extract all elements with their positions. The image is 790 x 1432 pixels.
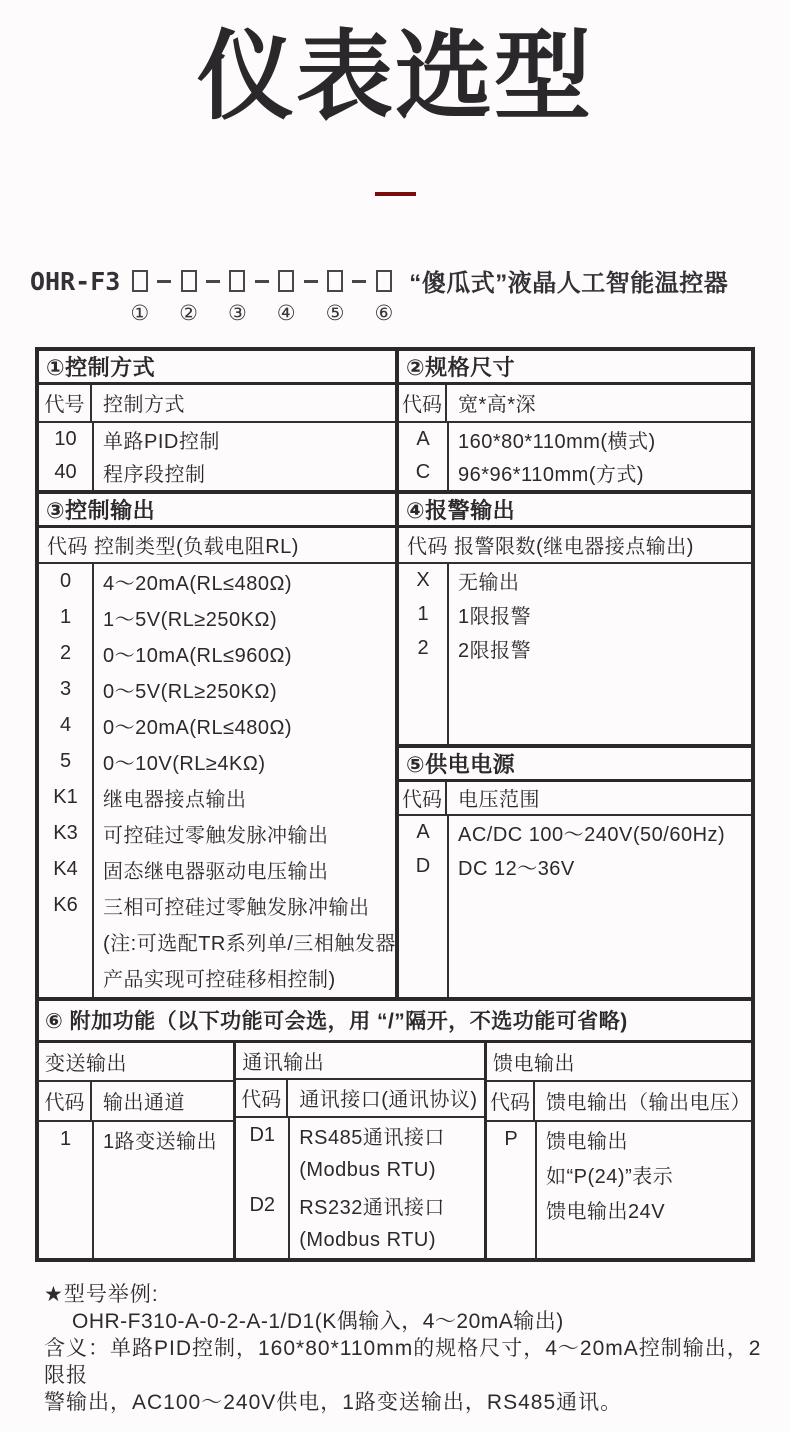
table-row — [236, 1153, 484, 1188]
row-code: D — [415, 855, 431, 878]
table-row — [236, 1188, 484, 1223]
combined-header: 代码 报警限数(继电器接点输出) — [399, 528, 751, 564]
additional-function-columns — [39, 1043, 751, 1258]
model-prefix: OHR-F3 — [30, 266, 121, 296]
model-slot-5 — [326, 270, 345, 325]
desc-column-header: 通讯接口(通讯协议) — [299, 1089, 478, 1112]
table-row — [399, 456, 751, 489]
table-row — [487, 1157, 751, 1192]
row-desc: 0～5V(RL≥250KΩ) — [103, 681, 278, 704]
position-number: ① — [130, 301, 150, 325]
section-title: ④报警输出 — [399, 494, 751, 528]
section-additional-functions — [39, 997, 751, 1258]
row-desc: 如“P(24)”表示 — [546, 1165, 674, 1188]
page-title: 仪表选型 — [197, 22, 593, 131]
model-slot-1 — [130, 270, 149, 325]
combined-header: 代码 控制类型(负载电阻RL) — [39, 528, 395, 564]
table-row — [399, 850, 751, 884]
table-row-note — [39, 960, 395, 996]
desc-column-header: 宽*高*深 — [458, 394, 537, 417]
dash-separator — [304, 280, 318, 283]
row-code: D2 — [249, 1193, 276, 1216]
row-desc: DC 12～36V — [458, 858, 575, 881]
section-alarm-output — [399, 490, 751, 744]
code-column-header: 代码 — [399, 385, 447, 421]
selection-table — [35, 347, 755, 1262]
position-number: ③ — [227, 301, 247, 325]
row-desc: 无输出 — [458, 572, 520, 595]
row-code: 5 — [59, 750, 72, 773]
row-desc: AC/DC 100～240V(50/60Hz) — [458, 824, 726, 847]
desc-column-header: 电压范围 — [458, 789, 540, 812]
accent-dash — [375, 192, 416, 196]
row-desc: 1路变送输出 — [103, 1130, 218, 1153]
row-desc: 程序段控制 — [103, 463, 206, 486]
row-desc: 1～5V(RL≥250KΩ) — [103, 609, 278, 632]
row-desc: RS485通讯接口 — [299, 1126, 445, 1149]
table-row — [487, 1122, 751, 1157]
row-code: 4 — [59, 714, 72, 737]
column-title: 馈电输出 — [487, 1043, 751, 1082]
model-code-box — [132, 270, 148, 292]
model-code-box — [327, 270, 343, 292]
row-desc: 0～10mA(RL≤960Ω) — [103, 645, 293, 668]
desc-column-header: 输出通道 — [103, 1092, 185, 1115]
row-code: K1 — [53, 786, 78, 809]
table-row — [399, 816, 751, 850]
row-code: D1 — [249, 1123, 276, 1146]
dash-separator — [206, 280, 220, 283]
model-code-box — [181, 270, 197, 292]
position-number: ④ — [276, 301, 296, 325]
section-title: ①控制方式 — [39, 351, 395, 385]
row-code: X — [416, 569, 430, 592]
table-row — [39, 744, 395, 780]
row-desc: (注:可选配TR系列单/三相触发器 — [103, 933, 396, 956]
row-code: K6 — [53, 894, 78, 917]
section-title: ②规格尺寸 — [399, 351, 751, 385]
table-row — [39, 708, 395, 744]
column-title: 变送输出 — [39, 1043, 233, 1082]
row-desc: 产品实现可控硅移相控制) — [103, 969, 336, 992]
row-code: A — [416, 821, 430, 844]
row-code: C — [415, 460, 431, 483]
row-desc: (Modbus RTU) — [299, 1158, 437, 1181]
column-transmit-output — [39, 1043, 236, 1258]
model-slot-2 — [179, 270, 198, 325]
example-meaning-line1: 含义：单路PID控制，160*80*110mm的规格尺寸，4～20mA控制输出，2限报 — [44, 1336, 762, 1387]
section-data — [236, 1118, 484, 1258]
section-data — [399, 816, 751, 997]
model-example-block — [44, 1281, 762, 1416]
section-control-output — [39, 490, 395, 997]
column-header-row — [399, 782, 751, 816]
example-label: ★型号举例: — [44, 1282, 159, 1306]
row-code: 40 — [54, 460, 77, 483]
code-column-header: 代码 — [236, 1080, 288, 1116]
dash-separator — [157, 280, 171, 283]
row-code: 3 — [59, 678, 72, 701]
table-row — [39, 852, 395, 888]
section-size — [399, 351, 751, 490]
position-number: ② — [179, 301, 198, 325]
row-code: 10 — [54, 427, 77, 450]
column-header-row — [236, 1080, 484, 1118]
row-desc: 160*80*110mm(横式) — [458, 430, 656, 453]
position-number: ⑤ — [325, 301, 345, 325]
row-desc: 馈电输出 — [546, 1130, 628, 1153]
right-pane — [399, 351, 751, 997]
row-code: K4 — [53, 858, 78, 881]
row-desc: RS232通讯接口 — [299, 1196, 445, 1219]
dash-separator — [352, 280, 366, 283]
row-code: A — [416, 427, 430, 450]
row-desc: (Modbus RTU) — [299, 1228, 437, 1251]
row-desc: 单路PID控制 — [103, 430, 220, 453]
left-pane — [39, 351, 399, 997]
row-code: 2 — [417, 637, 429, 660]
table-row — [39, 816, 395, 852]
column-header-row — [399, 385, 751, 423]
row-desc: 可控硅过零触发脉冲输出 — [103, 825, 329, 848]
dash-separator — [255, 280, 269, 283]
section-data — [399, 564, 751, 744]
table-row — [39, 888, 395, 924]
table-row — [399, 564, 751, 598]
row-desc: 2限报警 — [458, 640, 532, 663]
model-code-box — [278, 270, 294, 292]
column-feed-output — [487, 1043, 751, 1258]
table-row — [236, 1118, 484, 1153]
table-row — [236, 1223, 484, 1258]
row-desc: 0～20mA(RL≤480Ω) — [103, 717, 293, 740]
section-title: ⑤供电电源 — [399, 748, 751, 782]
section-title: ③控制输出 — [39, 494, 395, 528]
example-meaning-line2: 警输出，AC100～240V供电，1路变送输出，RS485通讯。 — [44, 1390, 623, 1414]
code-column-header: 代码 — [39, 1082, 92, 1120]
code-column-header: 代码 — [399, 782, 447, 814]
desc-column-header: 控制方式 — [103, 394, 185, 417]
row-code: 0 — [59, 570, 72, 593]
example-model-number: OHR-F310-A-0-2-A-1/D1(K偶输入，4～20mA输出) — [72, 1309, 564, 1333]
row-desc: 三相可控硅过零触发脉冲输出 — [103, 897, 370, 920]
row-desc: 4～20mA(RL≤480Ω) — [103, 573, 293, 596]
row-desc: 固态继电器驱动电压输出 — [103, 861, 329, 884]
model-slot-3 — [228, 270, 247, 325]
model-description: “傻瓜式”液晶人工智能温控器 — [409, 269, 729, 297]
table-row — [39, 672, 395, 708]
row-desc: 1限报警 — [458, 606, 532, 629]
row-desc: 馈电输出24V — [546, 1200, 666, 1223]
model-slot-6 — [374, 270, 393, 325]
section-power-supply — [399, 744, 751, 997]
table-row — [39, 564, 395, 600]
position-number: ⑥ — [374, 301, 394, 325]
column-title: 通讯输出 — [236, 1043, 484, 1080]
column-communication-output — [236, 1043, 487, 1258]
table-row — [39, 423, 395, 456]
section-data — [39, 1122, 233, 1258]
row-code: 1 — [417, 603, 429, 626]
section-data — [39, 564, 395, 997]
column-header-row — [39, 1082, 233, 1122]
row-desc: 96*96*110mm(方式) — [458, 463, 645, 486]
section-data — [399, 423, 751, 490]
row-code: 2 — [59, 642, 72, 665]
code-column-header: 代号 — [39, 385, 92, 421]
row-code: 1 — [59, 606, 72, 629]
table-row — [39, 1122, 233, 1157]
table-row — [399, 423, 751, 456]
table-row-note — [39, 924, 395, 960]
section-data — [487, 1122, 751, 1258]
model-code-box — [376, 270, 392, 292]
row-desc: 继电器接点输出 — [103, 789, 247, 812]
table-upper-area — [39, 351, 751, 997]
table-row — [39, 456, 395, 489]
code-column-header: 代码 — [487, 1082, 535, 1120]
row-code: 1 — [59, 1127, 72, 1150]
row-code: K3 — [53, 822, 78, 845]
row-code: P — [504, 1127, 518, 1150]
table-row — [399, 598, 751, 632]
section-title: ⑥ 附加功能（以下功能可会选，用 “/”隔开，不选功能可省略) — [39, 1001, 751, 1043]
section-data — [39, 423, 395, 490]
model-slot-4 — [277, 270, 296, 325]
model-code-box — [229, 270, 245, 292]
column-header-row — [39, 385, 395, 423]
table-row — [39, 636, 395, 672]
section-control-mode — [39, 351, 395, 490]
desc-column-header: 馈电输出（输出电压） — [546, 1092, 751, 1115]
table-row — [399, 632, 751, 666]
table-row — [39, 600, 395, 636]
table-row — [39, 780, 395, 816]
model-code-line — [30, 266, 790, 325]
column-header-row — [487, 1082, 751, 1122]
table-row — [487, 1192, 751, 1227]
row-desc: 0～10V(RL≥4KΩ) — [103, 753, 266, 776]
